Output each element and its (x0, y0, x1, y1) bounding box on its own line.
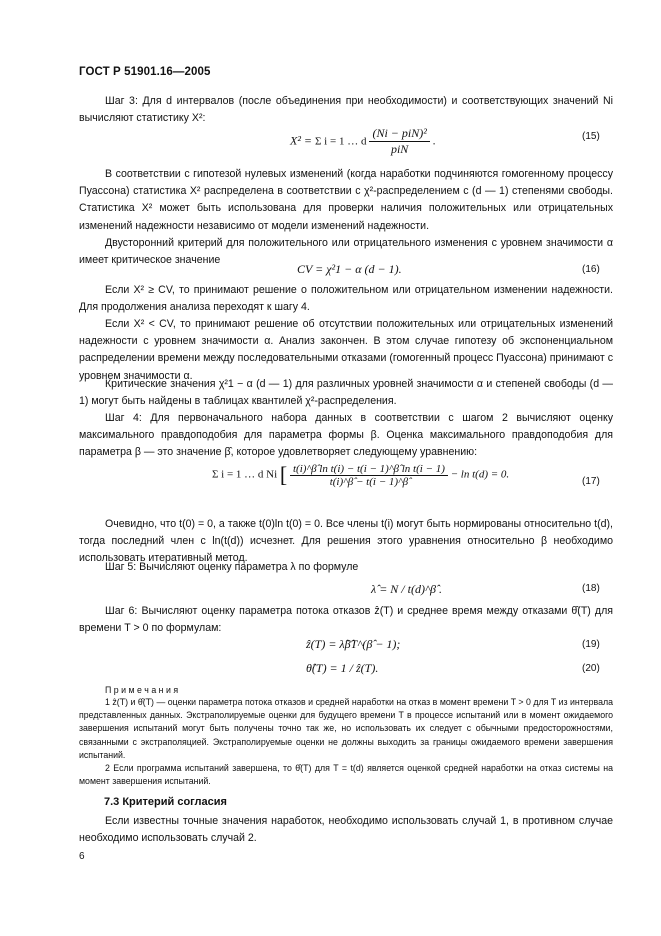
equation-19: ẑ(T) = λ̂β̂T^(β̂ − 1); (306, 637, 401, 651)
paragraph-final: Если известны точные значения наработок, необходимо использовать случай 1, в противном случае необходимо использовать случай 2. (79, 815, 613, 845)
eq15-numerator: (Ni − piN)² (369, 126, 429, 142)
eq15-denominator: piN (390, 142, 409, 156)
notes-title: П р и м е ч а н и я (105, 685, 179, 695)
eq19-number: (19) (582, 639, 600, 650)
eq15-number: (15) (582, 131, 600, 142)
paragraph-step4: Шаг 4: Для первоначального набора данных в соответствии с шагом 2 вычисляют оценку максимального правдоподобия для параметра формы β. Оценка максимального правдоподобия для параметра β — это значение β̂, которое удовлетворяет следующему уравнению: (79, 412, 613, 459)
eq17-fraction (290, 463, 448, 488)
paragraph-step5: Шаг 5: Вычисляют оценку параметра λ по формуле (105, 561, 359, 573)
eq17-sum: Σ i = 1 … d Ni (212, 468, 278, 481)
paragraph-step6: Шаг 6: Вычисляют оценку параметра потока отказов ẑ(T) и среднее время между отказами θ̂(T) для времени T > 0 по формулам: (79, 605, 613, 635)
paragraph-step3: Шаг 3: Для d интервалов (после объединения при необходимости) и соответствующих значений Ni вычисляют статистику X²: (79, 95, 613, 125)
equation-20: θ̂(T) = 1 / ẑ(T). (306, 661, 379, 675)
eq17-numerator: t(i)^β̂ ln t(i) − t(i − 1)^β̂ ln t(i − 1) (290, 463, 448, 476)
paragraph-twoside: Двусторонний критерий для положительного или отрицательного изменения с уровнем значимости α имеет критическое значение (79, 237, 613, 267)
eq17-tail: − ln t(d) = 0. (450, 468, 510, 481)
equation-16: CV = χ²1 − α (d − 1). (297, 262, 402, 276)
eq18-number: (18) (582, 583, 600, 594)
paragraph-if2: Если X² < CV, то принимают решение об отсутствии положительных или отрицательных изменений надежности с уровнем значимости α. Анализ закончен. В этом случае гипотезу об экспоненциальном распределении времени между последовательными отказами (гомогенный процесс Пуассона) принимают с уровнем значимости α. (79, 318, 613, 382)
paragraph-crit: Критические значения χ²1 − α (d — 1) для различных уровней значимости α и степеней свободы (d — 1) могут быть найдены в таблицах квантилей χ²-распределения. (79, 378, 613, 408)
note-2: 2 Если программа испытаний завершена, то θ̂(T) для T = t(d) является оценкой средней наработки на отказ системы на момент завершения испытаний. (79, 763, 613, 787)
equation-15 (290, 126, 436, 157)
eq17-denominator: t(i)^β̂ − t(i − 1)^β̂ (329, 475, 409, 488)
eq15-lhs: X² = (290, 133, 316, 148)
eq15-tail: . (432, 133, 436, 148)
page-number: 6 (79, 851, 85, 862)
eq15-sum: Σ i = 1 … d (315, 135, 367, 148)
equation-17: Σ i = 1 … d Ni [ $\frac{\text{t(i)\textasciicircum{}β̂ ln t(i) − t(i − 1)\textasciicircum{}β̂ ln t(i − 1)}}{t(i)\^{}\betâ - t(i - 1)\^{}\betâ}$ − ln t(d) = 0. (212, 462, 510, 488)
paragraph-gomogen: В соответствии с гипотезой нулевых изменений (когда наработки подчиняются гомогенному процессу Пуассона) статистика X² распределена в соответствии с χ²-распределением с (d — 1) степенями свободы. Статистика X² может быть использована для проверки наличия положительных или отрицательных изменений надежности независимо от модели изменений надежности. (79, 168, 613, 232)
paragraph-obvious: Очевидно, что t(0) = 0, а также t(0)ln t(0) = 0. Все члены t(i) могут быть нормированы относительно t(d), тогда последний член с ln(t(d)) исчезнет. Для решения этого уравнения относительно β необходимо использовать итеративный метод. (79, 518, 613, 565)
eq15-fraction (369, 126, 429, 157)
paragraph-if1: Если X² ≥ CV, то принимают решение о положительном или отрицательном изменении надежности. Для продолжения анализа переходят к шагу 4. (79, 284, 613, 314)
eq20-number: (20) (582, 663, 600, 674)
document-header: ГОСТ Р 51901.16—2005 (79, 66, 211, 78)
section-heading: 7.3 Критерий согласия (104, 796, 227, 808)
note-1: 1 ẑ(T) и θ̂(T) — оценки параметра потока отказов и средней наработки на отказ в момент времени T > 0 для T из интервала представленных данных. Экстраполируемые оценки для будущего времени T в процессе испытаний или в момент ожидаемого завершения испытаний могут быть получены точно так же, но использовать их следует с обычными предосторожностями, связанными с экстраполяцией. Экстраполируемые оценки не должны выходить за границы ожидаемого времени завершения испытаний. (79, 697, 613, 760)
equation-18: λ̂ = N / t(d)^β̂ . (371, 582, 442, 596)
eq17-number: (17) (582, 476, 600, 487)
eq16-number: (16) (582, 264, 600, 275)
